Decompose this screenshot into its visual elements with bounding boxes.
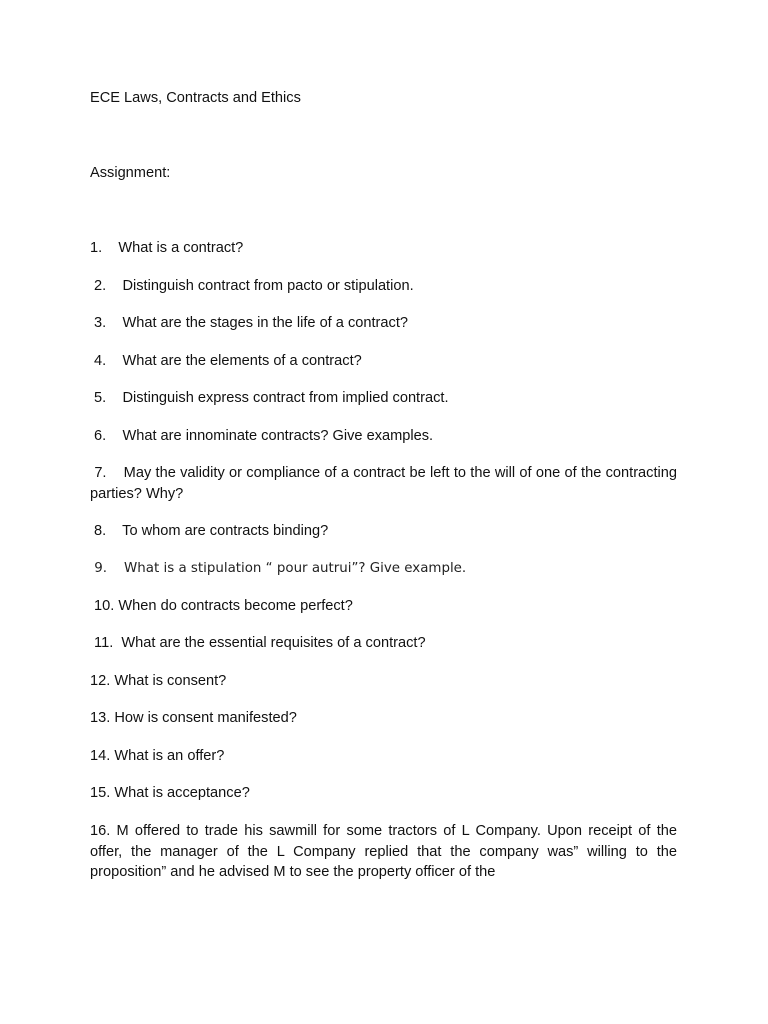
question-item: 2. Distinguish contract from pacto or stipulation.: [90, 278, 414, 294]
question-item: 10. When do contracts become perfect?: [90, 598, 353, 614]
question-item: 14. What is an offer?: [90, 748, 225, 764]
question-item: 8. To whom are contracts binding?: [90, 523, 329, 539]
question-item: 13. How is consent manifested?: [90, 710, 297, 726]
question-item: 11. What are the essential requisites of a contract?: [90, 635, 426, 651]
question-item: 12. What is consent?: [90, 673, 227, 689]
question-item: 9. What is a stipulation “ pour autrui”? Give example.: [90, 561, 467, 576]
question-item: 7. May the validity or compliance of a contract be left to the will of one of the contracting parties? Why?: [90, 465, 682, 502]
question-item: 16. M offered to trade his sawmill for some tractors of L Company. Upon receipt of the offer, the manager of the L Company replied that the company was” willing to the proposition” and he advised M to see the property officer of the: [90, 823, 677, 880]
assignment-heading: Assignment:: [90, 165, 171, 181]
question-item: 6. What are innominate contracts? Give examples.: [90, 428, 434, 444]
question-item: 15. What is acceptance?: [90, 785, 250, 801]
document-title: ECE Laws, Contracts and Ethics: [90, 90, 301, 106]
question-item: 3. What are the stages in the life of a contract?: [90, 315, 408, 331]
question-item: 1. What is a contract?: [90, 240, 244, 256]
question-item: 5. Distinguish express contract from implied contract.: [90, 390, 449, 406]
question-item: 4. What are the elements of a contract?: [90, 353, 362, 369]
